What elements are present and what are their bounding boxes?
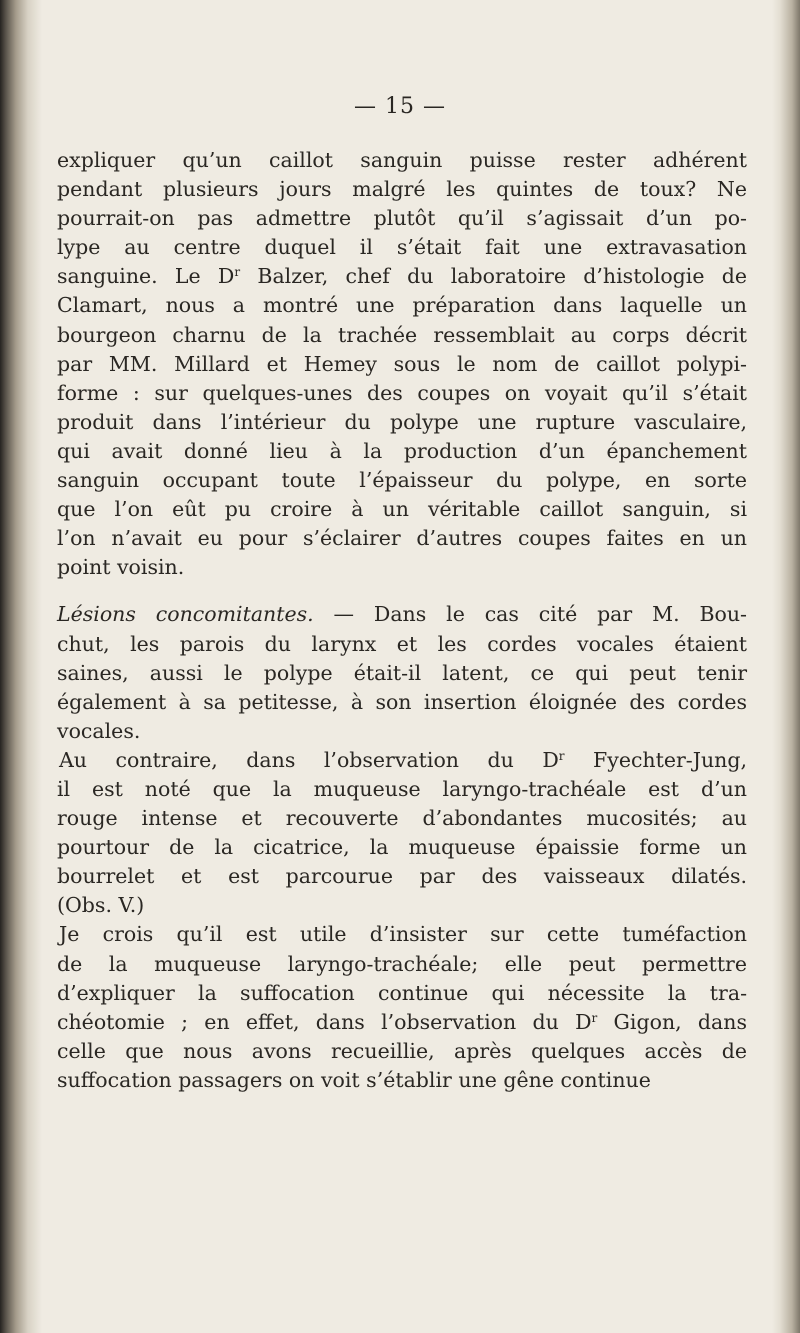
text-line: bourgeon charnu de la trachée ressemblait au corps décrit [57, 322, 747, 347]
text-line: Je crois qu’il est utile d’insister sur cette tuméfaction [59, 922, 747, 947]
text-line: suffocation passagers on voit s’établir une gêne continue [57, 1067, 651, 1092]
text-segment: Au contraire, dans l’observation du D [59, 747, 559, 772]
text-line: pourrait-on pas admettre plutôt qu’il s’agissait d’un po- [57, 206, 747, 231]
text-line: Clamart, nous a montré une préparation dans laquelle un [57, 293, 747, 318]
text-line: il est noté que la muqueuse laryngo-trachéale est d’un [57, 776, 747, 801]
text-line: vocales. [57, 718, 141, 743]
text-line: forme : sur quelques-unes des coupes on voyait qu’il s’était [57, 380, 747, 405]
text-segment: sanguine. Le D [57, 264, 235, 289]
paragraph-2 [57, 600, 747, 745]
text-line: d’expliquer la suffocation continue qui nécessite la tra- [57, 980, 747, 1005]
text-line [57, 1008, 747, 1037]
text-line [57, 262, 747, 291]
text-line: sanguin occupant toute l’épaisseur du polype, en sorte [57, 468, 747, 493]
text-line: l’on n’avait eu pour s’éclairer d’autres coupes faites en un [57, 526, 747, 551]
text-line: lype au centre duquel il s’était fait une extravasation [57, 235, 747, 260]
body-text [57, 146, 747, 1095]
superscript: r [591, 1010, 598, 1025]
text-line: expliquer qu’un caillot sanguin puisse rester adhérent [57, 148, 747, 172]
paragraph-3 [57, 746, 747, 921]
section-heading: Lésions concomitantes. [57, 602, 314, 627]
text-line: bourrelet et est parcourue par des vaisseaux dilatés. [57, 864, 747, 889]
text-segment: — Dans le cas cité par M. Bou- [313, 602, 747, 627]
text-line: rouge intense et recouverte d’abondantes mucosités; au [57, 806, 747, 831]
text-segment: Fyechter-Jung, [564, 747, 747, 772]
text-line: saines, aussi le polype était-il latent, ce qui peut tenir [57, 660, 747, 685]
text-line: pourtour de la cicatrice, la muqueuse épaissie forme un [57, 835, 747, 860]
text-line [57, 746, 747, 775]
text-line: qui avait donné lieu à la production d’un épanchement [57, 438, 747, 463]
page-edge-shadow [772, 0, 800, 1333]
page-binding-shadow [0, 0, 42, 1333]
text-line [57, 600, 747, 629]
text-line: produit dans l’intérieur du polype une rupture vasculaire, [57, 409, 747, 434]
superscript: r [558, 748, 565, 763]
text-line: pendant plusieurs jours malgré les quintes de toux? Ne [57, 177, 747, 202]
text-line: chut, les parois du larynx et les cordes vocales étaient [57, 631, 747, 656]
text-line: de la muqueuse laryngo-trachéale; elle peut permettre [57, 951, 747, 976]
text-segment: chéotomie ; en effet, dans l’observation du D [57, 1009, 592, 1034]
text-line: (Obs. V.) [57, 893, 145, 918]
text-line: point voisin. [57, 555, 185, 580]
text-line: que l’on eût pu croire à un véritable caillot sanguin, si [57, 497, 747, 522]
text-segment: Balzer, chef du laboratoire d’histologie de [240, 264, 747, 289]
paragraph-4 [57, 920, 747, 1095]
page-number: — 15 — [354, 94, 446, 119]
text-segment: Gigon, dans [597, 1009, 748, 1034]
text-line: également à sa petitesse, à son insertion éloignée des cordes [57, 689, 747, 714]
superscript: r [234, 265, 241, 280]
paragraph-1 [57, 146, 747, 582]
text-line: par MM. Millard et Hemey sous le nom de caillot polypi- [57, 351, 747, 376]
text-line: celle que nous avons recueillie, après quelques accès de [57, 1038, 747, 1063]
